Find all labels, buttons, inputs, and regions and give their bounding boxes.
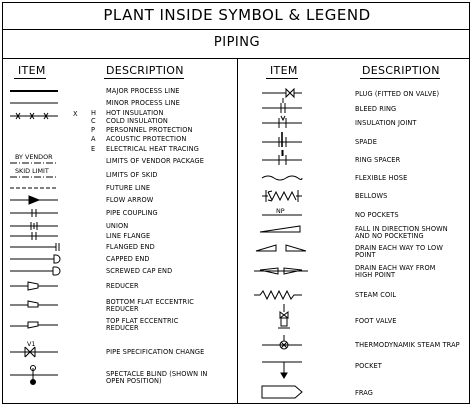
skid-limit-text: SKID LIMIT <box>15 167 49 175</box>
right-desc-6: FLEXIBLE HOSE <box>355 174 408 182</box>
left-desc-11: FLOW ARROW <box>106 196 154 204</box>
pipe-coupling-symbol <box>10 209 58 217</box>
bleed-ring-symbol <box>262 98 302 113</box>
right-desc-1: PLUG (FITTED ON VALVE) <box>355 90 440 98</box>
left-desc-1: MAJOR PROCESS LINE <box>106 87 180 95</box>
right-desc-10: DRAIN EACH WAY TO LOW POINT <box>355 244 443 259</box>
right-description-header: DESCRIPTION <box>362 64 440 77</box>
left-description-header: DESCRIPTION <box>106 64 184 77</box>
plug-symbol <box>262 89 302 97</box>
insulation-line-symbol <box>10 113 58 119</box>
screwed-cap-end-symbol <box>10 267 60 275</box>
steam-coil-symbol <box>254 291 302 299</box>
foot-valve-symbol <box>278 304 290 328</box>
np-text: NP <box>276 207 285 215</box>
left-item-header: ITEM <box>18 64 46 77</box>
left-desc-2: MINOR PROCESS LINE <box>106 99 180 107</box>
left-desc-20: TOP FLAT ECCENTRIC REDUCER <box>106 317 179 332</box>
bellows-symbol <box>262 190 302 202</box>
insulation-joint-symbol <box>262 116 302 128</box>
code-c: C <box>91 117 96 125</box>
left-desc-9: LIMITS OF SKID <box>106 171 158 179</box>
left-desc-8: LIMITS OF VENDOR PACKAGE <box>106 157 205 165</box>
left-desc-10: FUTURE LINE <box>106 184 151 192</box>
right-desc-7: BELLOWS <box>355 192 388 200</box>
left-desc-14: LINE FLANGE <box>106 232 151 240</box>
x-marker: X <box>73 110 78 118</box>
section-title: PIPING <box>213 35 261 50</box>
left-desc-13: UNION <box>106 222 129 230</box>
code-e: E <box>91 145 96 153</box>
right-desc-2: BLEED RING <box>355 105 397 113</box>
right-desc-12: STEAM COIL <box>355 291 397 299</box>
drain-high-point-symbol <box>254 268 308 274</box>
spade-symbol <box>262 132 302 147</box>
ring-spacer-symbol <box>262 150 302 165</box>
left-desc-6: ACOUSTIC PROTECTION <box>106 135 187 143</box>
code-a: A <box>91 135 96 143</box>
pipe-spec-change-symbol <box>10 347 58 357</box>
bottom-flat-eccentric-reducer-symbol <box>10 301 58 307</box>
page-title: PLANT INSIDE SYMBOL & LEGEND <box>103 6 371 24</box>
right-desc-9: FALL IN DIRECTION SHOWN AND NO POCKETING <box>355 225 448 240</box>
flow-arrow-symbol <box>10 196 58 204</box>
flanged-end-symbol <box>10 243 59 251</box>
left-desc-15: FLANGED END <box>106 243 155 251</box>
right-desc-8: NO POCKETS <box>355 211 399 219</box>
code-h: H <box>91 109 96 117</box>
union-symbol <box>10 222 58 230</box>
capped-end-symbol <box>10 255 60 263</box>
fall-direction-symbol <box>260 226 300 232</box>
right-desc-3: INSULATION JOINT <box>355 119 417 127</box>
right-desc-5: RING SPACER <box>355 156 401 164</box>
right-desc-14: THERMODYNAMIK STEAM TRAP <box>355 341 460 349</box>
left-desc-17: SCREWED CAP END <box>106 267 173 275</box>
right-desc-16: FRAG <box>355 389 374 397</box>
right-desc-15: POCKET <box>355 362 382 370</box>
right-desc-4: SPADE <box>355 138 377 146</box>
right-desc-11: DRAIN EACH WAY FROM HIGH POINT <box>355 264 436 279</box>
line-flange-symbol <box>10 232 58 240</box>
reducer-symbol <box>10 282 58 290</box>
left-desc-19: BOTTOM FLAT ECCENTRIC REDUCER <box>106 298 194 313</box>
left-desc-22: SPECTACLE BLIND (SHOWN IN OPEN POSITION) <box>106 370 208 385</box>
left-desc-16: CAPPED END <box>106 255 150 263</box>
left-desc-12: PIPE COUPLING <box>106 209 158 217</box>
pocket-symbol <box>262 362 302 378</box>
frag-symbol <box>262 386 302 398</box>
steam-trap-symbol <box>262 335 302 349</box>
by-vendor-text: BY VENDOR <box>15 153 53 161</box>
spec-change-text: V1 <box>27 340 36 348</box>
code-p: P <box>91 126 95 134</box>
left-desc-4: COLD INSULATION <box>106 117 168 125</box>
left-desc-3: HOT INSULATION <box>106 109 164 117</box>
left-desc-21: PIPE SPECIFICATION CHANGE <box>106 348 205 356</box>
left-desc-5: PERSONNEL PROTECTION <box>106 126 193 134</box>
left-desc-7: ELECTRICAL HEAT TRACING <box>106 145 199 153</box>
right-item-header: ITEM <box>270 64 298 77</box>
right-desc-13: FOOT VALVE <box>355 317 397 325</box>
top-flat-eccentric-reducer-symbol <box>10 322 58 328</box>
drain-low-point-symbol <box>256 245 306 251</box>
flexible-hose-symbol <box>262 176 302 180</box>
spectacle-blind-symbol <box>10 366 58 385</box>
left-desc-18: REDUCER <box>106 282 139 290</box>
